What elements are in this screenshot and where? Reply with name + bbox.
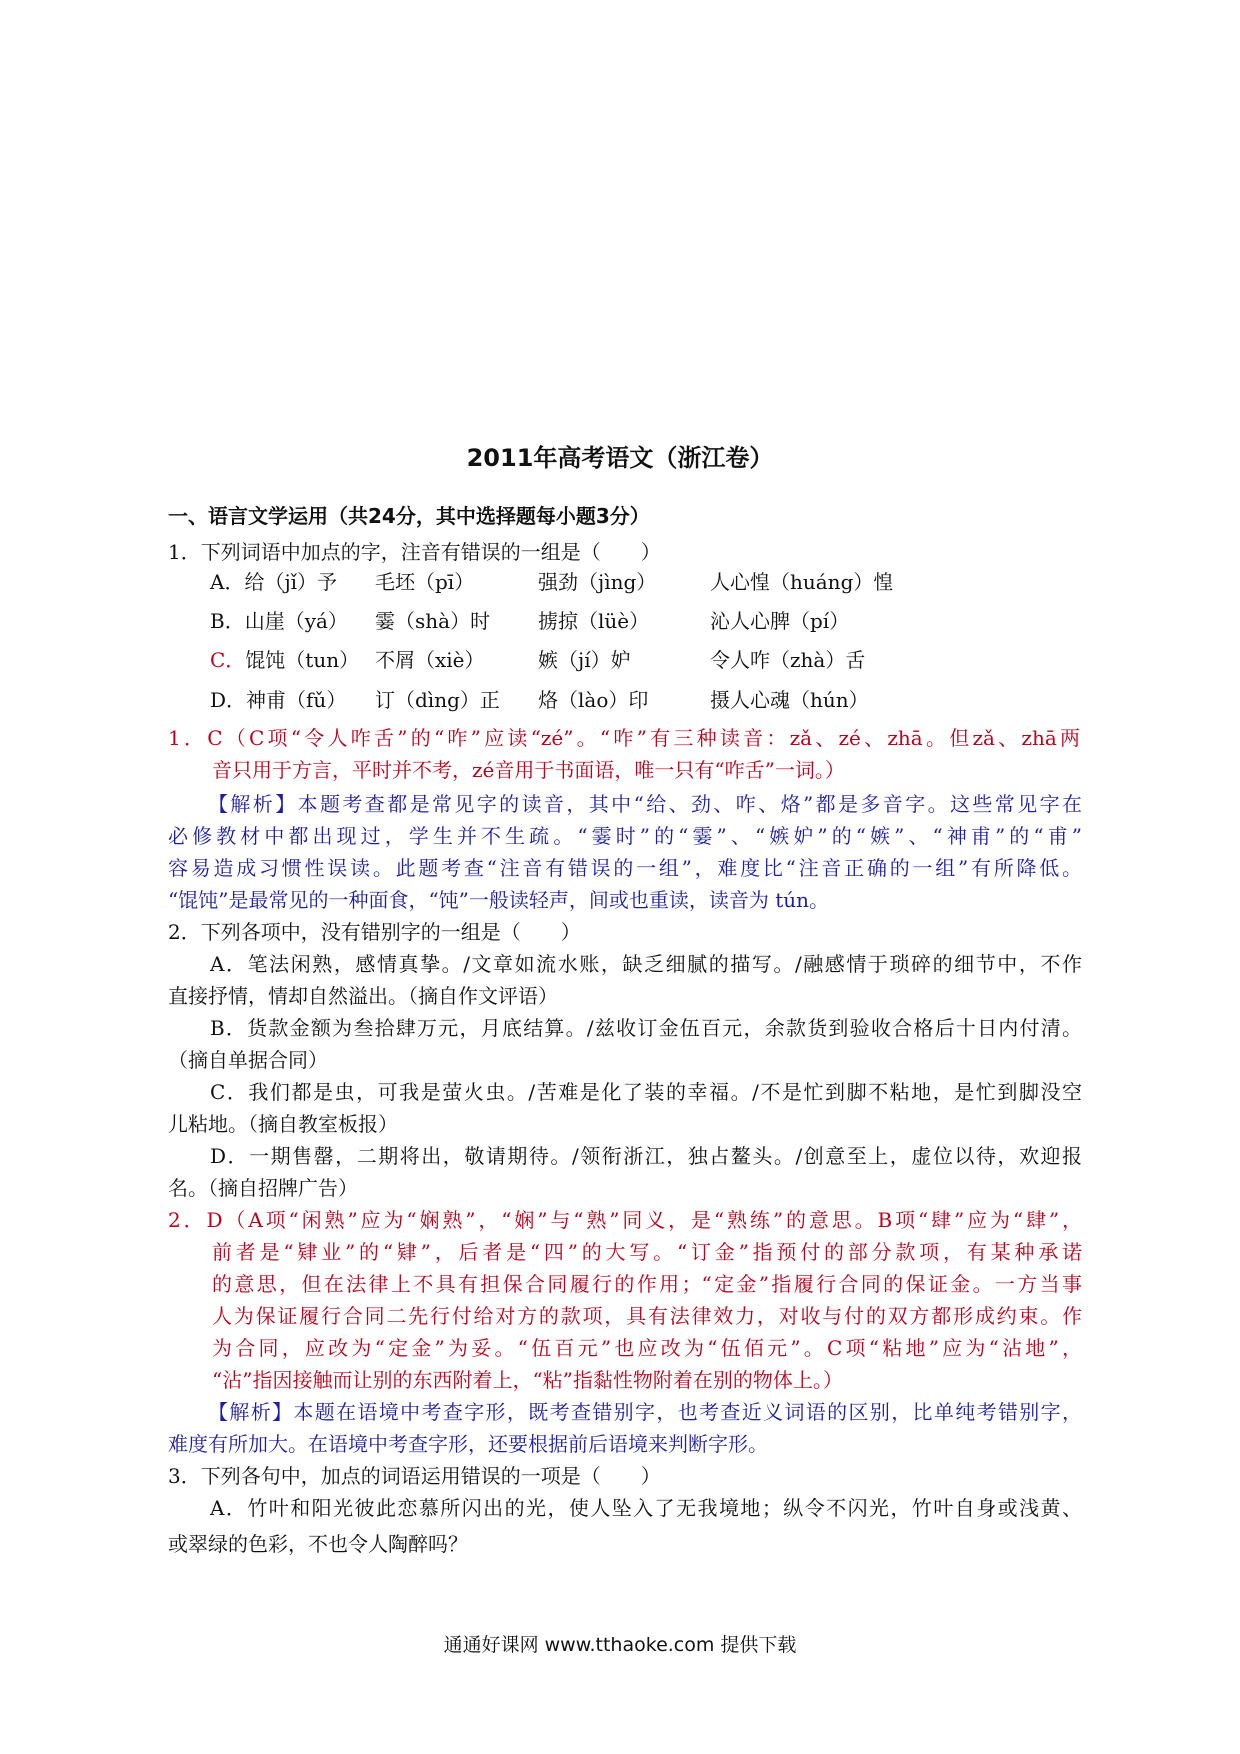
q1-b-item1: B．山崖（yá） [210,609,348,633]
q2-analysis-line1: 【解析】本题在语境中考查字形，既考查错别字，也考查近义词语的区别，比单纯考错别字， [208,1400,1082,1424]
q1-d-item1: D．神甫（fǔ） [210,688,347,712]
q2-analysis-line2: 难度有所加大。在语境中考查字形，还要根据前后语境来判断字形。 [168,1432,768,1456]
q1-option-b [210,607,849,635]
q2-answer-line4: 人为保证履行合同二先行付给对方的款项，具有法律效力，对收与付的双方都形成约束。作 [212,1304,1082,1328]
q1-option-d [210,686,869,714]
q3-option-a-line2: 或翠绿的色彩，不也令人陶醉吗？ [168,1532,468,1556]
q3-stem: 3．下列各句中，加点的词语运用错误的一项是（ ） [168,1464,661,1488]
q1-c-item4: 令人咋（zhà）舌 [710,648,866,672]
q1-analysis-line3: 容易造成习惯性误读。此题考查“注音有错误的一组”，难度比“注音正确的一组”有所降低。 [168,856,1082,880]
q1-a-item3: 强劲（jìng） [538,570,657,594]
q3-option-a-line1: A．竹叶和阳光彼此恋慕所闪出的光，使人坠入了无我境地；纵令不闪光，竹叶自身或浅黄、 [210,1496,1082,1520]
q2-option-b-line2: （摘自单据合同） [168,1048,328,1072]
q2-answer-line3: 的意思，但在法律上不具有担保合同履行的作用；“定金”指履行合同的保证金。一方当事 [212,1272,1082,1296]
q1-d-item4: 摄人心魂（hún） [710,688,869,712]
q1-option-a [210,568,893,596]
q1-b-item3: 掳掠（lüè） [538,609,650,633]
q1-a-item2: 毛坯（pī） [375,570,475,594]
page-footer: 通通好课网 www.tthaoke.com 提供下载 [443,1634,797,1656]
q1-b-item2: 霎（shà）时 [375,609,491,633]
q1-c-item3: 嫉（jí）妒 [538,648,631,672]
q1-c-item2: 不屑（xiè） [375,648,485,672]
q1-a-item1: A．给（jǐ）予 [210,570,338,594]
q2-answer-line6: “沾”指因接触而让别的东西附着上，“粘”指黏性物附着在别的物体上。） [212,1368,843,1392]
q2-answer-line2: 前者是“肄业”的“肄”，后者是“四”的大写。“订金”指预付的部分款项，有某种承诺 [212,1240,1082,1264]
q2-option-d-line2: 名。（摘自招牌广告） [168,1176,358,1200]
q2-stem: 2．下列各项中，没有错别字的一组是（ ） [168,920,581,944]
q1-b-item4: 沁人心脾（pí） [710,609,850,633]
q2-option-c-line2: 儿粘地。（摘自教室板报） [168,1112,398,1136]
q2-option-a-line2: 直接抒情，情却自然溢出。（摘自作文评语） [168,984,558,1008]
q1-answer-line2: 音只用于方言，平时并不考，zé音用于书面语，唯一只有“咋舌”一词。） [212,758,845,782]
q2-option-c-line1: C．我们都是虫，可我是萤火虫。/苦难是化了装的幸福。/不是忙到脚不粘地，是忙到脚没空 [210,1080,1082,1104]
q1-c-correct-marker: C． [210,648,246,672]
q1-a-item4: 人心惶（huáng）惶 [710,570,894,594]
q1-d-item2: 订（dìng）正 [375,688,500,712]
section-heading: 一、语言文学运用（共24分，其中选择题每小题3分） [168,504,650,528]
q1-analysis-line4: “馄饨”是最常见的一种面食，“饨”一般读轻声，间或也重读，读音为 tún。 [168,888,830,912]
q1-c-item1: C．馄饨（tun） [210,648,360,672]
q1-analysis-line1: 【解析】本题考查都是常见字的读音，其中“给、劲、咋、烙”都是多音字。这些常见字在 [208,792,1082,816]
document-title: 2011年高考语文（浙江卷） [466,444,774,472]
q1-stem: 1．下列词语中加点的字，注音有错误的一组是（ ） [168,540,661,564]
q2-option-a-line1: A．笔法闲熟，感情真挚。/文章如流水账，缺乏细腻的描写。/融感情于琐碎的细节中，不作 [210,952,1082,976]
q1-analysis-line2: 必修教材中都出现过，学生并不生疏。“霎时”的“霎”、“嫉妒”的“嫉”、“神甫”的“甫” [168,824,1082,848]
q2-option-d-line1: D．一期售罄，二期将出，敬请期待。/领衔浙江，独占鳌头。/创意至上，虚位以待，欢迎报 [210,1144,1082,1168]
q2-option-b-line1: B．货款金额为叁拾肆万元，月底结算。/兹收订金伍百元，余款货到验收合格后十日内付清。 [210,1016,1082,1040]
q2-answer-line5: 为合同，应改为“定金”为妥。“伍百元”也应改为“伍佰元”。C项“粘地”应为“沾地”， [212,1336,1082,1360]
q1-answer-line1: 1．C（C项“令人咋舌”的“咋”应读“zé”。“咋”有三种读音：zǎ、zé、zhā。但zǎ、zhā两 [168,726,1080,750]
q2-answer-line1: 2．D（A项“闲熟”应为“娴熟”，“娴”与“熟”同义，是“熟练”的意思。B项“肆”应为“肆”， [168,1208,1082,1232]
q1-d-item3: 烙（lào）印 [538,688,649,712]
q1-option-c [210,646,865,674]
